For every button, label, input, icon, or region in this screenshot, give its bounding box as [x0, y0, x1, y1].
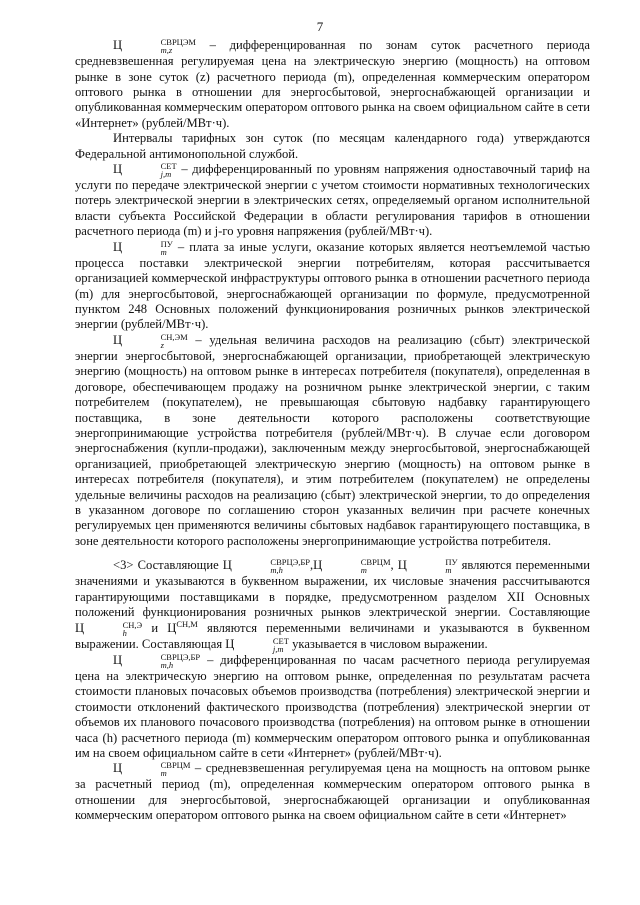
formula-symbol: Ц СЕТ j,m	[225, 635, 289, 654]
formula-symbol: Ц СВРЦЭ,БР m,h	[222, 557, 310, 576]
paragraph-text: – дифференцированная по зонам суток расчетного периода средневзвешенная регулируемая цена на электрическую энергию (мощность) на оптовом рынке в зоне суток (z) расчетного периода (m), определенная коммерческим оператором оптового рынка в отношении для энергосбытовой, энергоснабжающей организации и опубликованная коммерческим оператором оптового рынка на своем официальном сайте в сети «Интернет» (рублей/МВт·ч).	[75, 38, 590, 130]
paragraph-hourly-price	[75, 653, 590, 762]
paragraph-text: – плата за иные услуги, оказание которых является неотъемлемой частью процесса поставки электрической энергии потребителям, которая рассчитывается организацией коммерческой инфраструктуры оптового рынка в отношении расчетного периода (m) для энергосбытовой, энергоснабжающей организации по формуле, предусмотренной пунктом 248 Основных положений функционирования розничных рынков электрической энергии (рублей/МВт·ч).	[75, 239, 590, 332]
paragraph-tariff-intervals	[75, 131, 590, 162]
paragraph-text: – средневзвешенная регулируемая цена на мощность на оптовом рынке за расчетный период (m), определенная коммерческим оператором оптового рынка в отношении для энергосбытовой, энергоснабжающей организации и опубликованная коммерческим оператором оптового рынка на своем официальном сайте в сети «Интернет»	[75, 761, 590, 823]
footnote-text: указывается в числовом выражении.	[288, 636, 488, 651]
formula-symbol: Ц СЕТ j,m	[113, 161, 177, 180]
paragraph-price-zones	[75, 38, 590, 131]
formula-symbol: Ц СН,ЭМ z	[113, 331, 188, 350]
formula-symbol: Ц СВРЦЭМ m,z	[113, 37, 196, 56]
formula-symbol: Ц СН,Э h	[75, 619, 143, 638]
paragraph-text: – удельная величина расходов на реализацию (сбыт) электрической энергии энергосбытовой, энергоснабжающей организации, приобретающей электрическую энергию (мощность) на оптовом рынке в интересах потребителя (покупателя), определенная в договоре, обеспечивающем продажу на розничном рынке электрической энергии, с таким потребителем (покупателем), не превышающая сбытовую надбавку гарантирующего поставщика, в зоне деятельности которого расположены соответствующие энергопринимающие устройства потребителя (рублей/МВт·ч). В случае если договором энергоснабжения (купли-продажи), заключенным между энергосбытовой, энергоснабжающей организацией, приобретающей электрическую энергию (мощность) на оптовом рынке в интересах потребителя (покупателя), и этим потребителем (покупателем) не определены удельные величины расходов на реализацию (сбыт) электрической энергии, то до определения в указанном договоре по соглашению сторон указанных величин при расчете конечных регулируемых цен применяются величины сбытовых надбавок гарантирующего поставщика, в зоне деятельности которого расположены энергопринимающие устройства потребителя.	[75, 332, 590, 548]
formula-symbol: Ц ПУ m	[113, 238, 173, 257]
formula-symbol: Ц СВРЦЭ,БР m,h	[113, 651, 201, 670]
footnote-3: <3> Составляющие Ц СВРЦЭ,БР m,h ,Ц СВРЦМ m , Ц ПУ m являются переменными значениями и указываются в буквенном выражении, их числовые значения рассчитываются гарантирующими поставщиками в порядке, предусмотренном разделом XII Основных положений функционирования розничных рынков электрической энергии. Составляющие Ц СН,Э h и $Ц^{СН,М}$ являются переменными величинами и указываются в буквенном выражении. Составляющая Ц СЕТ j,m указывается в числовом выражении.	[75, 557, 590, 654]
formula-symbol: $Ц^{СН,М}$	[167, 618, 198, 635]
paragraph-network-tariff	[75, 162, 590, 240]
formula-symbol: Ц СВРЦМ m	[313, 557, 391, 576]
footnote-text: являются переменными величинами и указываются в буквенном выражении. Составляющая	[75, 620, 590, 651]
formula-symbol: Ц ПУ m	[397, 557, 458, 576]
page-number: 7	[316, 19, 324, 34]
formula-symbol: Ц СВРЦМ m	[113, 760, 191, 779]
footnote-text: являются переменными значениями и указываются в буквенном выражении, их числовые значения рассчитываются гарантирующими поставщиками в порядке, предусмотренном разделом XII Основных положений функционирования розничных рынков электрической энергии. Составляющие	[75, 558, 590, 620]
paragraph-text: – дифференцированная по часам расчетного периода регулируемая цена на электрическую энергию на оптовом рынке, определенная по результатам расчета стоимости плановых почасовых объемов производства (потребления) электрической энергии и стоимости отклонений фактического производства (потребления) электрической энергии от объемов их планового почасового производства (потребления) на оптовом рынке в отношении часа (h) расчетного периода (m) коммерческим оператором оптового рынка и опубликованная им на своем официальном сайте в сети «Интернет» (рублей/МВт·ч).	[75, 652, 590, 760]
paragraph-sales-costs	[75, 333, 590, 549]
footnote-lead: <3> Составляющие	[113, 558, 223, 573]
document-body	[75, 38, 590, 824]
paragraph-text: Интервалы тарифных зон суток (по месяцам календарного года) утверждаются Федеральной антимонопольной службой.	[75, 131, 590, 161]
paragraph-text: – дифференцированный по уровням напряжения одноставочный тариф на услуги по передаче электрической энергии с учетом стоимости нормативных технологических потерь электрической энергии в электрических сетях, определяемый органом исполнительной власти субъекта Российской Федерации в области регулирования тарифов в отношении расчетного периода (m) и j-го уровня напряжения (рублей/МВт·ч).	[75, 161, 590, 239]
paragraph-capacity-price	[75, 761, 590, 823]
paragraph-other-services	[75, 240, 590, 333]
